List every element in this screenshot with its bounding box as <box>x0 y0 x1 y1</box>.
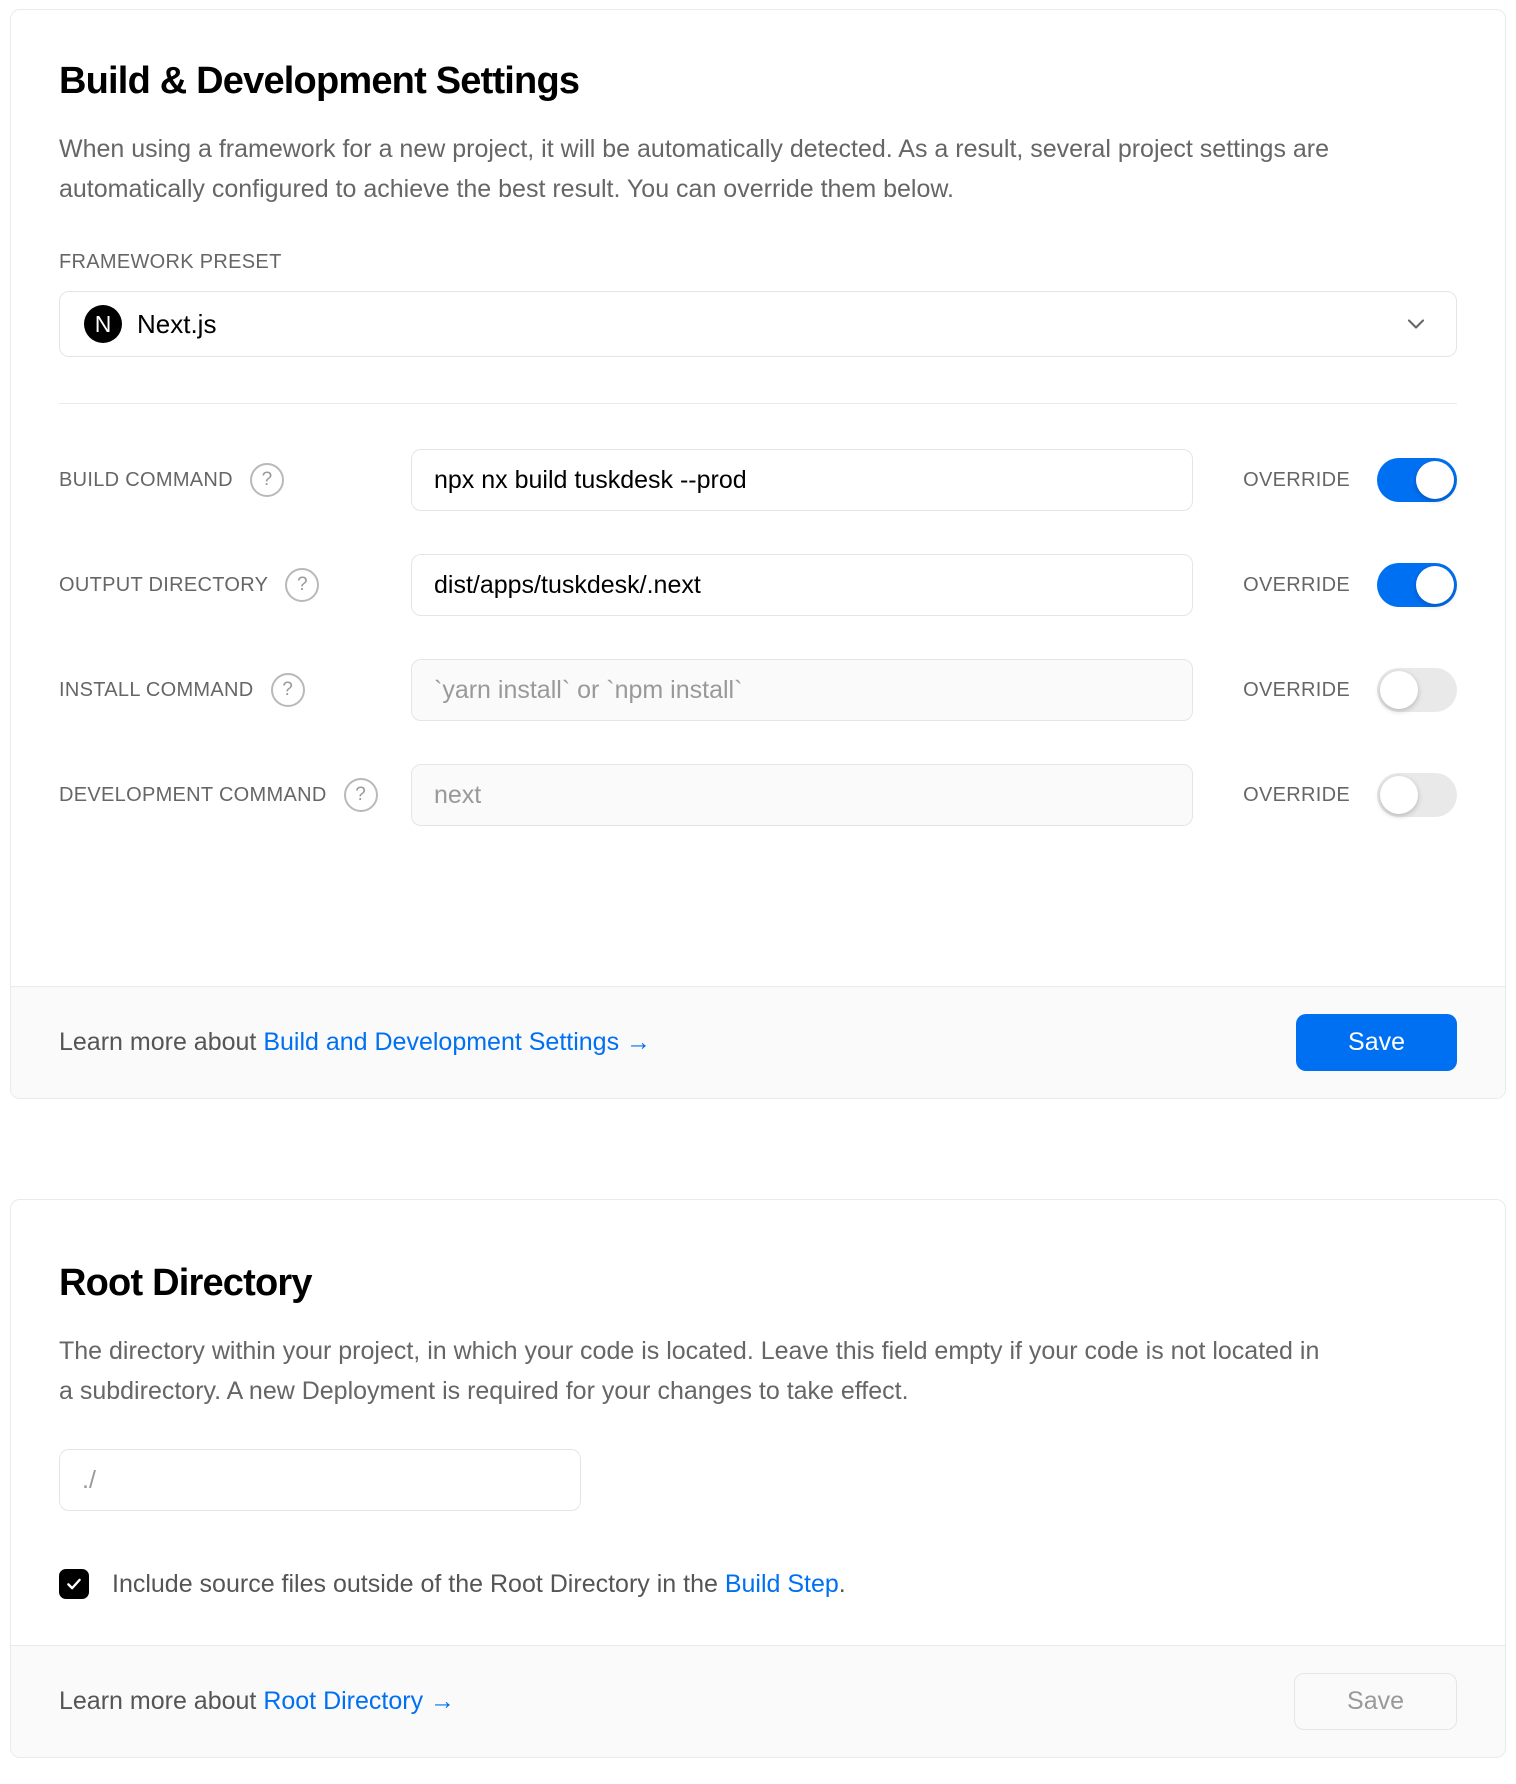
include-source-files-text: Include source files outside of the Root Directory in the Build Step. <box>112 1569 846 1598</box>
root-directory-description: The directory within your project, in which your code is located. Leave this field empty if your code is not located in a subdirectory. A new Deployment is required for your changes to take effect. <box>59 1337 1320 1405</box>
build-settings-rows <box>59 449 1457 986</box>
build-command-input[interactable] <box>411 449 1193 511</box>
build-command-row <box>59 449 1457 511</box>
install-command-label: INSTALL COMMAND <box>59 678 254 701</box>
arrow-right-icon: → <box>626 1028 652 1056</box>
build-step-link[interactable]: Build Step <box>724 1569 839 1598</box>
development-command-label: DEVELOPMENT COMMAND <box>59 783 327 806</box>
framework-preset-selected <box>84 305 216 343</box>
root-directory-footer-text <box>59 1687 455 1716</box>
toggle-knob <box>1416 461 1454 499</box>
root-directory-title: Root Directory <box>59 1262 312 1304</box>
chevron-down-icon <box>1402 310 1430 338</box>
build-command-override-group <box>1243 458 1457 502</box>
root-directory-input[interactable] <box>59 1449 581 1511</box>
framework-preset-label: FRAMEWORK PRESET <box>59 251 282 273</box>
install-command-override-toggle[interactable] <box>1377 668 1457 712</box>
section-divider <box>59 403 1457 404</box>
development-command-label-group <box>59 778 411 812</box>
nextjs-logo-icon: N <box>84 305 122 343</box>
override-label: OVERRIDE <box>1243 573 1350 596</box>
build-settings-body <box>11 10 1505 986</box>
output-directory-label: OUTPUT DIRECTORY <box>59 573 269 596</box>
build-settings-footer <box>11 986 1505 1098</box>
include-source-files-row <box>59 1569 1457 1599</box>
output-directory-override-toggle[interactable] <box>1377 563 1457 607</box>
development-command-override-group <box>1243 773 1457 817</box>
output-directory-input[interactable] <box>411 554 1193 616</box>
build-settings-description: When using a framework for a new project, it will be automatically detected. As a result, several project settings are automatically configured to achieve the best result. You can override them below. <box>59 135 1330 203</box>
help-icon[interactable]: ? <box>285 568 319 602</box>
checkmark-icon <box>65 1575 83 1593</box>
root-directory-body <box>11 1200 1505 1645</box>
framework-preset-value: Next.js <box>137 308 217 339</box>
include-source-files-checkbox[interactable] <box>59 1569 89 1599</box>
framework-preset-select[interactable] <box>59 291 1457 357</box>
development-command-override-toggle[interactable] <box>1377 773 1457 817</box>
install-command-override-group <box>1243 668 1457 712</box>
root-directory-save-button: Save <box>1294 1673 1457 1730</box>
learn-more-text: Learn more about <box>59 1028 257 1056</box>
build-command-label: BUILD COMMAND <box>59 468 233 491</box>
override-label: OVERRIDE <box>1243 468 1350 491</box>
output-directory-override-group <box>1243 563 1457 607</box>
build-settings-title: Build & Development Settings <box>59 60 580 102</box>
override-label: OVERRIDE <box>1243 678 1350 701</box>
root-directory-card <box>10 1199 1506 1758</box>
learn-more-text: Learn more about <box>59 1687 257 1715</box>
build-command-override-toggle[interactable] <box>1377 458 1457 502</box>
arrow-right-icon: → <box>430 1687 456 1715</box>
build-settings-docs-link[interactable]: Build and Development Settings → <box>263 1028 652 1056</box>
output-directory-label-group <box>59 568 411 602</box>
root-directory-docs-link[interactable]: Root Directory → <box>263 1687 456 1715</box>
toggle-knob <box>1416 566 1454 604</box>
build-settings-save-button[interactable]: Save <box>1296 1014 1457 1071</box>
install-command-label-group <box>59 673 411 707</box>
override-label: OVERRIDE <box>1243 783 1350 806</box>
help-icon[interactable]: ? <box>250 463 284 497</box>
toggle-knob <box>1380 671 1418 709</box>
development-command-input <box>411 764 1193 826</box>
development-command-row <box>59 764 1457 826</box>
help-icon[interactable]: ? <box>271 673 305 707</box>
build-settings-card <box>10 9 1506 1099</box>
toggle-knob <box>1380 776 1418 814</box>
build-command-label-group <box>59 463 411 497</box>
build-settings-footer-text <box>59 1028 651 1057</box>
install-command-input <box>411 659 1193 721</box>
help-icon[interactable]: ? <box>344 778 378 812</box>
install-command-row <box>59 659 1457 721</box>
output-directory-row <box>59 554 1457 616</box>
root-directory-footer <box>11 1645 1505 1757</box>
